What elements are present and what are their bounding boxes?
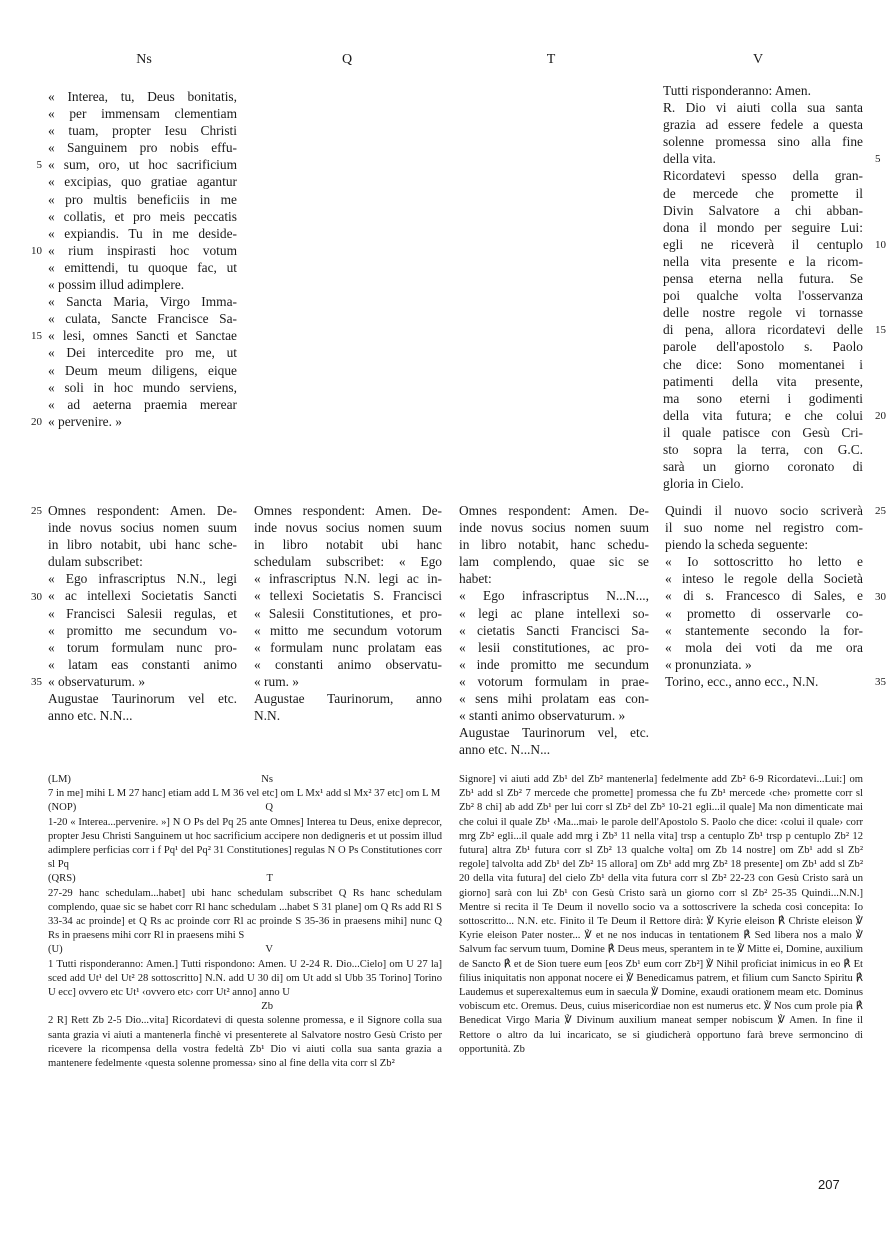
line-number: 20 [31, 415, 42, 428]
text-line: « pronunziata. » [665, 656, 752, 672]
text-line: dulam subscribet: [48, 554, 143, 570]
text-line: « ad aeterna praemia merear [48, 396, 237, 412]
line-number: 20 [875, 409, 886, 422]
text-line: « rium inspirasti hoc votum [48, 242, 237, 258]
text-line: dona il mondo per seguire Lui: [663, 219, 863, 235]
text-line: inde novus socius nomen suum [48, 520, 237, 536]
lower-q-text [254, 502, 442, 724]
text-line: patimenti della vita presente, [663, 373, 863, 389]
text-line: anno etc. N.N... [48, 708, 133, 724]
text-line: poi qualche volta l'osservanza [663, 288, 863, 304]
text-line: gloria in Cielo. [663, 476, 744, 492]
apparatus-witness: Q [265, 802, 273, 814]
text-line: Augustae Taurinorum, anno [254, 691, 442, 707]
apparatus-siglum-row [48, 773, 273, 787]
text-line: inde novus socius nomen suum [459, 520, 649, 536]
apparatus-entry: 27-29 hanc schedulam...habet] ubi hanc schedulam subscribet Q Rs hanc schedulam complendo, quae sic se habet corr Rl hanc schedulam ...habet S 31 plane] om Q Rs add Rl S 33-34 ac proinde] et Q Rs ac proinde corr Rl ac proinde S 35-36 in praesens mihi] nunc Q Rs in praesens mihi corr Rl in praesens mihi S [48, 887, 442, 942]
apparatus-group: (QRS) [48, 873, 76, 885]
text-line: schedulam subscribet: « Ego [254, 554, 442, 570]
text-line: sarà un giorno coronato di [663, 459, 863, 475]
text-line: « expiandis. Tu in me deside- [48, 225, 237, 241]
apparatus-siglum-row [48, 801, 273, 815]
text-line: « Io sottoscritto ho letto e [665, 554, 863, 570]
text-line: in libro notabit ubi hanc [254, 537, 442, 553]
text-line: « votorum formulam in prae- [459, 673, 649, 689]
text-line: « Salesii Constitutiones, et pro- [254, 605, 442, 621]
text-line: « sens mihi prolatam eas con- [459, 691, 649, 707]
text-line: in libro notabit, hanc schedu- [459, 537, 649, 553]
text-line: « infrascriptus N.N. legi ac in- [254, 571, 442, 587]
text-line: Omnes respondent: Amen. De- [254, 503, 442, 518]
text-line: grazia ad essere fedele a questa [663, 117, 863, 133]
text-line: habet: [459, 571, 492, 587]
page-number: 207 [818, 1177, 840, 1192]
text-line: che dice: Sono momentanei i [663, 356, 863, 372]
text-line: de mercede che promette il [663, 185, 863, 201]
text-line: Tutti risponderanno: Amen. [663, 83, 811, 98]
apparatus-witness: Zb [261, 1001, 273, 1013]
text-line: in libro notabit, ubi hanc sche- [48, 537, 237, 553]
text-line: il suo nome nel registro com- [665, 520, 863, 536]
text-line: « formulam nunc prolatam eas [254, 639, 442, 655]
line-number: 25 [875, 505, 886, 517]
text-line: « stanti animo observaturum. » [459, 708, 626, 724]
text-line: sto sopra la terra, con G.C. [663, 441, 863, 457]
text-line: « cietatis Sancti Francisci Sa- [459, 622, 649, 638]
text-line: « tuam, propter Iesu Christi [48, 123, 237, 139]
apparatus-witness: Ns [261, 774, 273, 785]
apparatus-witness: T [266, 873, 273, 885]
text-line: « Deum meum diligens, eique [48, 362, 237, 378]
apparatus-right-text: Signore] vi aiuti add Zb¹ del Zb² mantenerla] fedelmente add Zb² 6-9 Ricordatevi...Lui:] om Zb¹ add sl Zb² 7 mercede che promette] promessa che fu Zb¹ mercede ‹che› promette corr sl Zb² 8 chi] ab add Zb¹ per lui corr sl Zb² del Zb³ 10-21 egli...il quale] Ma non dimenticate mai che colui il quale Zb¹ ‹Ma...mai› le parole dell'Apostolo S. Paolo che dice: ‹colui il quale› corr mrg Zb² egli...il quale add mrg i Zb³ 11 nella vita] trsp a centuplo Zb¹ trsp p centuplo Zb² 12 futura] altra Zb¹ futura corr sl Zb² 13 qualche volta] om Zb 14 nostre] om Zb¹ add sl Zb² regole] talvolta add Zb¹ del Zb² 15 allora] om Zb¹ add mrg Zb² 18 presente] om Zb¹ add sl Zb² 20 della vita futura] del cielo Zb¹ della vita futura corr sl Zb² 22-23 con Gesù Cristo sarà un giorno] sarà con lui Zb¹ con Gesù Cristo sarà un giorno corr sl Zb² 25-35 Quindi...N.N.] Mentre si recita il Te Deum il novello socio va a sottoscrivere la scheda così concepita: Io sottoscritto... N.N. etc. Finito il Te Deum il Rettore dirà: ℣ Kyrie eleison ℟ Christe eleison ℣ Kyrie eleison Pater noster... ℣ et ne nos inducas in tentationem ℟ Sed libera nos a malo ℣ Salvum fac servum tuum, Domine ℟ Deus meus, sperantem in te ℣ Mitte ei, Domine, auxilium de Sancto ℟ et de Sion tuere eum [eos Zb¹ eum corr Zb²] ℣ Nihil proficiat inimicus in eo ℟ Et filius iniquitatis non apponat nocere ei ℣ Benedicamus patrem, et filium cum Sancto Spiritu ℟ Laudemus et superexaltemus eum in saecula ℣ Domine, exaudi orationem meam etc. Dominus vobiscum etc. Oremus. Deus, cuius misericordiae non est numerus etc. ℣ Nos cum prole pia ℟ Benedicat Virgo Maria ℣ Divinum auxilium maneat semper nobiscum ℣ Amen. In fine il Rettore o altro da lui incaricato, se si giudicherà opportuno farà breve sermoncino di opportunità. Zb [459, 774, 863, 1055]
text-line: « constanti animo observatu- [254, 656, 442, 672]
text-line: della vita futura; e che colui [663, 407, 863, 423]
apparatus-section [48, 801, 442, 872]
apparatus-entry: 7 in me] mihi L M 27 hanc] etiam add L M 36 vel etc] om L Mx¹ add sl Mx² 37 etc] om L M [48, 788, 441, 800]
text-line: il quale patisce con Gesù Cri- [663, 424, 863, 440]
column-header-ns: Ns [136, 52, 152, 67]
apparatus-entry: 1-20 « Interea...pervenire. »] N O Ps del Pq 25 ante Omnes] Interea tu Deus, enixe deprecor, propter Jesu Christi Sanguinem ut hoc sacrificium accipere non dedigneris et ut possim illud adimplere perficias corr i f Pq¹ del Pq² 31 Constitutiones] regulas N O Ps Constitutiones corr sl Pq [48, 816, 442, 871]
text-line: Augustae Taurinorum vel, etc. [459, 725, 649, 741]
line-number: 30 [31, 590, 42, 603]
line-number: 15 [31, 330, 42, 343]
apparatus-entry: 1 Tutti risponderanno: Amen.] Tutti rispondono: Amen. U 2-24 R. Dio...Cielo] om U 27 la] sced add Ut¹ del Ut² 28 sottoscritto] N.N. add U 30 di] om Ut add sl Ubb 35 Torino] Torino U ecc] ovvero etc Ut¹ ‹ovvero etc› corr Ut² anno] anno U [48, 958, 442, 999]
apparatus-siglum-row [48, 872, 273, 886]
apparatus-group: (LM) [48, 774, 71, 785]
line-number: 30 [875, 590, 886, 603]
text-line: piendo la scheda seguente: [665, 537, 809, 553]
text-line: « stantemente secondo la for- [665, 622, 863, 638]
text-line: « lesi, omnes Sancti et Sanctae [48, 328, 237, 344]
text-line: « torum formulam nunc pro- [48, 639, 237, 655]
apparatus-section [48, 943, 442, 1000]
lower-v-text [665, 502, 863, 690]
text-line: Omnes respondent: Amen. De- [459, 503, 649, 518]
line-number: 5 [875, 153, 881, 166]
text-line: « emittendi, tu quoque fac, ut [48, 259, 237, 275]
apparatus-left [48, 773, 442, 1071]
text-line: lam complendo, quae sic se [459, 554, 649, 570]
text-line: « legi ac plane intellexi so- [459, 605, 649, 621]
text-line: anno etc. N...N... [459, 742, 551, 758]
text-line: della vita. [663, 151, 716, 167]
column-header-v: V [752, 52, 764, 67]
text-line: « Ego infrascriptus N.N., legi [48, 571, 237, 587]
text-line: « per immensam clementiam [48, 106, 237, 122]
text-line: « di s. Francesco di Sales, e [665, 588, 863, 604]
text-line: nella vita presente e la ricom- [663, 253, 863, 269]
text-line: « collatis, et pro meis peccatis [48, 208, 237, 224]
text-line: « soli in hoc mundo serviens, [48, 379, 237, 395]
apparatus-group: (U) [48, 944, 63, 956]
text-line: « latam eas constanti animo [48, 656, 237, 672]
upper-v-text [663, 82, 863, 492]
text-line: delle nostre regole vi tornasse [663, 305, 863, 321]
text-line: « inde promitto me secundum [459, 656, 649, 672]
lower-ns-text [48, 502, 237, 724]
text-line: « possim illud adimplere. [48, 277, 185, 293]
apparatus-witness: V [265, 944, 273, 956]
text-line: ma sono eterni i godimenti [663, 390, 863, 406]
line-number: 10 [875, 238, 886, 251]
column-header-t: T [546, 52, 556, 67]
line-number: 5 [36, 159, 42, 172]
text-line: « Dei intercedite pro me, ut [48, 345, 237, 361]
apparatus-siglum-row [48, 1000, 273, 1014]
text-line: solenne promessa sino alla fine [663, 134, 863, 150]
text-line: « Francisci Salesii regulas, et [48, 605, 237, 621]
text-line: « rum. » [254, 673, 300, 689]
text-line: Augustae Taurinorum vel etc. [48, 691, 237, 707]
text-line: inde novus socius nomen suum [254, 520, 442, 536]
apparatus-entry: 2 R] Rett Zb 2-5 Dio...vita] Ricordatevi di questa solenne promessa, e il Signore colla sua santa grazia vi aiuti a mantenerla finchè vi presenterete al Salvatore nostro Gesù Cristo per ricevere la ricompensa della vostra fedeltà Zb¹ Dio vi aiuti colla sua santa grazia a mantenere fedelmente ‹questa solenne promessa› sino al fine della vita corr sl Zb² [48, 1015, 442, 1070]
text-line: Ricordatevi spesso della gran- [663, 168, 863, 184]
text-line: « prometto di osservarle co- [665, 605, 863, 621]
text-line: « tellexi Societatis S. Francisci [254, 588, 442, 604]
text-line: « pervenire. » [48, 413, 122, 429]
text-line: egli ne riceverà il centuplo [663, 236, 863, 252]
upper-ns-text [48, 88, 237, 430]
text-line: R. Dio vi aiuti colla sua santa [663, 100, 863, 116]
line-number: 15 [875, 324, 886, 337]
apparatus-right [459, 773, 863, 1057]
text-line: « lesii constitutiones, ac pro- [459, 639, 649, 655]
text-line: « inteso le regole della Società [665, 571, 863, 587]
text-line: Torino, ecc., anno ecc., N.N. [665, 673, 819, 689]
line-number: 10 [31, 244, 42, 257]
text-line: pensa eterna nella futura. Se [663, 271, 863, 287]
column-header-q: Q [341, 52, 353, 67]
text-line: « ac intellexi Societatis Sancti [48, 588, 237, 604]
apparatus-section [48, 872, 442, 943]
text-line: Divin Salvatore a chi abban- [663, 202, 863, 218]
text-line: « culata, Sancte Francisce Sa- [48, 311, 237, 327]
apparatus-section [48, 773, 442, 801]
text-line: « mola dei voti da me ora [665, 639, 863, 655]
text-line: « observaturum. » [48, 673, 146, 689]
text-line: « mitto me secundum votorum [254, 622, 442, 638]
apparatus-group: (NOP) [48, 802, 77, 814]
text-line: « pro multis beneficiis in me [48, 191, 237, 207]
text-line: parole dell'apostolo s. Paolo [663, 339, 863, 355]
text-line: « excipias, quo gratiae agantur [48, 174, 237, 190]
text-line: « Sancta Maria, Virgo Imma- [48, 294, 237, 310]
line-number: 25 [31, 505, 42, 517]
line-number: 35 [31, 676, 42, 688]
text-line: « Interea, tu, Deus bonitatis, [48, 89, 237, 104]
text-line: « promitto me secundum vo- [48, 622, 237, 638]
text-line: « sum, oro, ut hoc sacrificium [48, 157, 237, 173]
text-line: N.N. [254, 708, 281, 724]
text-line: « Ego infrascriptus N...N..., [459, 588, 649, 604]
lower-t-text [459, 502, 649, 758]
apparatus-section [48, 1000, 442, 1071]
text-line: Omnes respondent: Amen. De- [48, 503, 237, 518]
line-number: 35 [875, 676, 886, 688]
apparatus-siglum-row [48, 943, 273, 957]
text-line: « Sanguinem pro nobis effu- [48, 140, 237, 156]
text-line: di pena, allora ricordatevi delle [663, 322, 863, 338]
text-line: Quindi il nuovo socio scriverà [665, 503, 863, 518]
